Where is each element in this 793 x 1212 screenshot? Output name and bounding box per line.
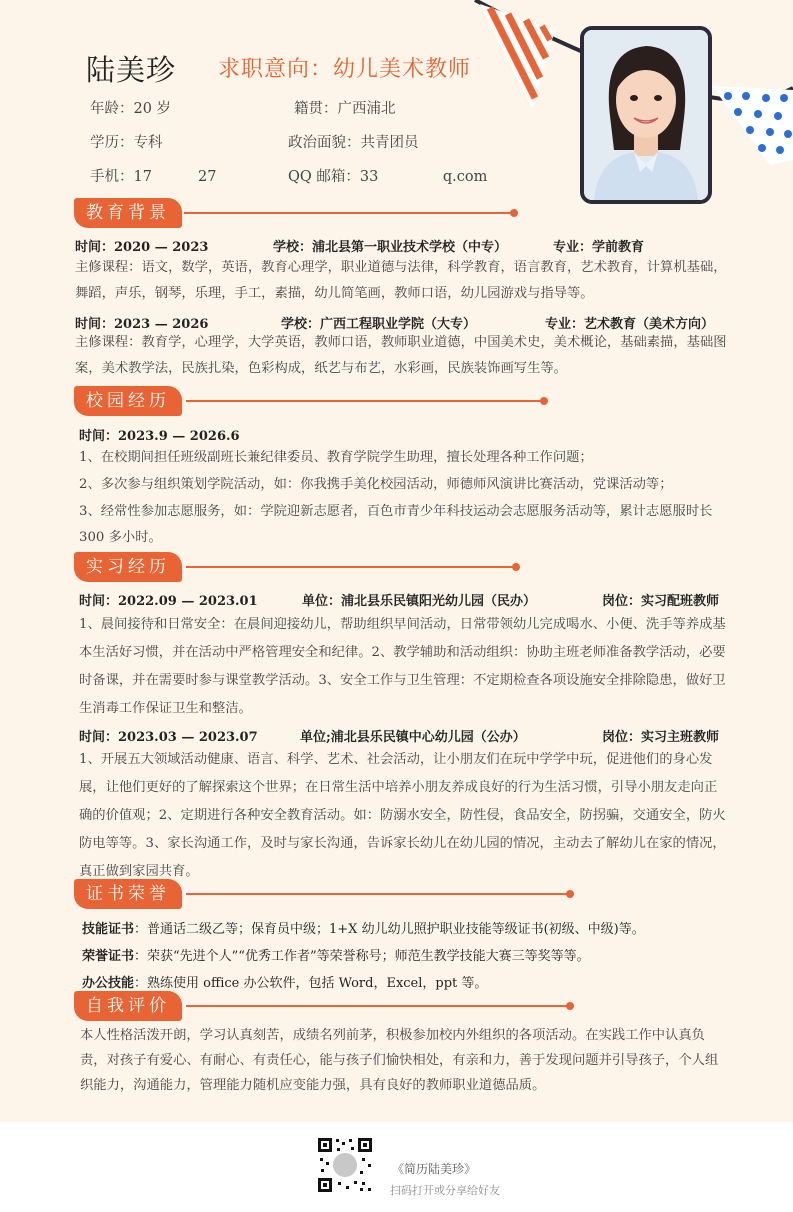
qq-email: QQ 邮箱：33 q.com <box>288 169 488 185</box>
cert-label: 荣誉证书 <box>82 949 135 964</box>
divider-line <box>184 212 514 214</box>
cert-text: ：普通话二级乙等；保育员中级；1+X 幼儿幼儿照护职业技能等级证书(初级、中级)等。 <box>134 922 645 937</box>
age: 年龄：20 岁 <box>90 101 172 117</box>
job-intent: 求职意向：幼儿美术教师 <box>218 57 472 82</box>
edu-1-school: 学校：浦北县第一职业技术学校（中专） <box>273 240 508 255</box>
section-self-eval-header <box>74 991 584 1021</box>
profile-photo <box>580 26 712 204</box>
divider-dot <box>566 890 574 898</box>
divider-dot <box>510 209 518 217</box>
intern-1-desc: 1、晨间接待和日常安全：在晨间迎接幼儿，帮助组织早间活动，日常带领幼儿完成喝水、小便、洗手等养成基本生活好习惯，并在活动中严格管理安全和纪律。2、教学辅助和活动组织：协助主班老师准备教学活动，必要时备课，并在需要时参与课堂教学活动。3、安全工作与卫生管理：不定期检查各项设施安全排除隐患，做好卫生消毒工作保证卫生和整洁。 <box>79 617 726 716</box>
edu-2-school: 学校：广西工程职业学院（大专） <box>281 317 477 332</box>
certificate-office <box>82 972 487 991</box>
certificate-honor <box>82 945 590 964</box>
section-title: 教育背景 <box>74 198 182 228</box>
striped-flag <box>480 4 555 108</box>
political-status: 政治面貌：共青团员 <box>288 135 419 151</box>
edu-1-courses: 主修课程：语文，数学，英语，教育心理学，职业道德与法律，科学教育，语言教育，艺术教育，计算机基础，舞蹈，声乐，钢琴，乐理，手工，素描，幼儿简笔画，教师口语，幼儿园游戏与指导等。 <box>75 260 727 301</box>
share-footer <box>0 1122 793 1212</box>
intern-1-time: 时间：2022.09 — 2023.01 <box>79 594 258 609</box>
cert-label: 技能证书 <box>82 922 135 937</box>
section-title: 实习经历 <box>74 552 182 582</box>
divider-dot <box>540 397 548 405</box>
hometown: 籍贯：广西浦北 <box>294 101 396 117</box>
cert-label: 办公技能 <box>82 976 135 991</box>
edu-2-major: 专业：艺术教育（美术方向） <box>545 317 715 332</box>
section-education-header <box>74 198 524 228</box>
edu-2-courses: 主修课程：教育学，心理学，大学英语，教师口语，教师职业道德，中国美术史，美术概论，基础素描，基础图案，美术教学法，民族扎染，色彩构成，纸艺与布艺，水彩画，民族装饰画写生等。 <box>75 335 727 376</box>
dotted-flag <box>712 86 793 165</box>
phone: 手机：17 27 <box>90 169 217 185</box>
certificate-skill <box>82 918 645 937</box>
intern-2-unit: 单位;浦北县乐民镇中心幼儿园（公办） <box>300 730 526 745</box>
section-campus-header <box>74 386 554 416</box>
education-level: 学历：专科 <box>90 135 163 151</box>
divider-line <box>186 893 570 895</box>
edu-2-time: 时间：2023 — 2026 <box>75 317 209 332</box>
edu-1-time: 时间：2020 — 2023 <box>75 240 209 255</box>
campus-time: 时间：2023.9 — 2026.6 <box>79 429 240 444</box>
intern-2-desc: 1、开展五大领域活动健康、语言、科学、艺术、社会活动，让小朋友们在玩中学学中玩，促进他们的身心发展，让他们更好的了解探索这个世界；在日常生活中培养小朋友养成良好的行为生活习惯，引导小朋友走向正确的价值观；2、定期进行各种安全教育活动。如：防溺水安全，防性侵，食品安全，防拐骗，交通安全，防火防电等等。3、家长沟通工作，及时与家长沟通，告诉家长幼儿在幼儿园的情况，主动去了解幼儿在家的情况，真正做到家园共育。 <box>79 752 726 879</box>
footer-title: 《简历陆美珍》 <box>392 1162 477 1176</box>
cert-text: ：荣获“先进个人”“优秀工作者”等荣誉称号；师范生教学技能大赛三等奖等等。 <box>134 949 590 964</box>
campus-item-1: 1、在校期间担任班级副班长兼纪律委员、教育学院学生助理，擅长处理各种工作问题； <box>79 450 593 465</box>
section-title: 校园经历 <box>74 386 182 416</box>
campus-item-3: 3、经常性参加志愿服务，如：学院迎新志愿者，百色市青少年科技运动会志愿服务活动等，累计志愿服时长 300 多小时。 <box>79 504 713 545</box>
divider-line <box>186 400 544 402</box>
edu-1-major: 专业：学前教育 <box>553 240 645 255</box>
applicant-name: 陆美珍 <box>86 53 177 87</box>
divider-line <box>186 566 516 568</box>
intern-2-post: 岗位：实习主班教师 <box>602 730 720 745</box>
campus-item-2: 2、多次参与组织策划学院活动，如：你我携手美化校园活动，师德师风演讲比赛活动，党课活动等； <box>79 477 673 492</box>
divider-line <box>186 1005 570 1007</box>
section-title: 证书荣誉 <box>74 879 182 909</box>
avatar <box>584 30 708 200</box>
cert-text: ：熟练使用 office 办公软件，包括 Word，Excel，ppt 等。 <box>134 976 488 991</box>
section-internship-header <box>74 552 534 582</box>
qr-code[interactable] <box>316 1136 374 1194</box>
divider-dot <box>512 563 520 571</box>
self-evaluation: 本人性格活泼开朗，学习认真刻苦，成绩名列前茅，积极参加校内外组织的各项活动。在实践工作中认真负责，对孩子有爱心、有耐心、有责任心，能与孩子们愉快相处，有亲和力，善于发现问题并引导孩子，个人组织能力，沟通能力，管理能力随机应变能力强，具有良好的教师职业道德品质。 <box>80 1028 719 1093</box>
intern-1-post: 岗位：实习配班教师 <box>602 594 720 609</box>
footer-subtitle: 扫码打开或分享给好友 <box>390 1184 500 1197</box>
section-certificates-header <box>74 879 584 909</box>
intern-2-time: 时间：2023.03 — 2023.07 <box>79 730 258 745</box>
section-title: 自我评价 <box>74 991 182 1021</box>
divider-dot <box>566 1002 574 1010</box>
intern-1-unit: 单位：浦北县乐民镇阳光幼儿园（民办） <box>302 594 537 609</box>
